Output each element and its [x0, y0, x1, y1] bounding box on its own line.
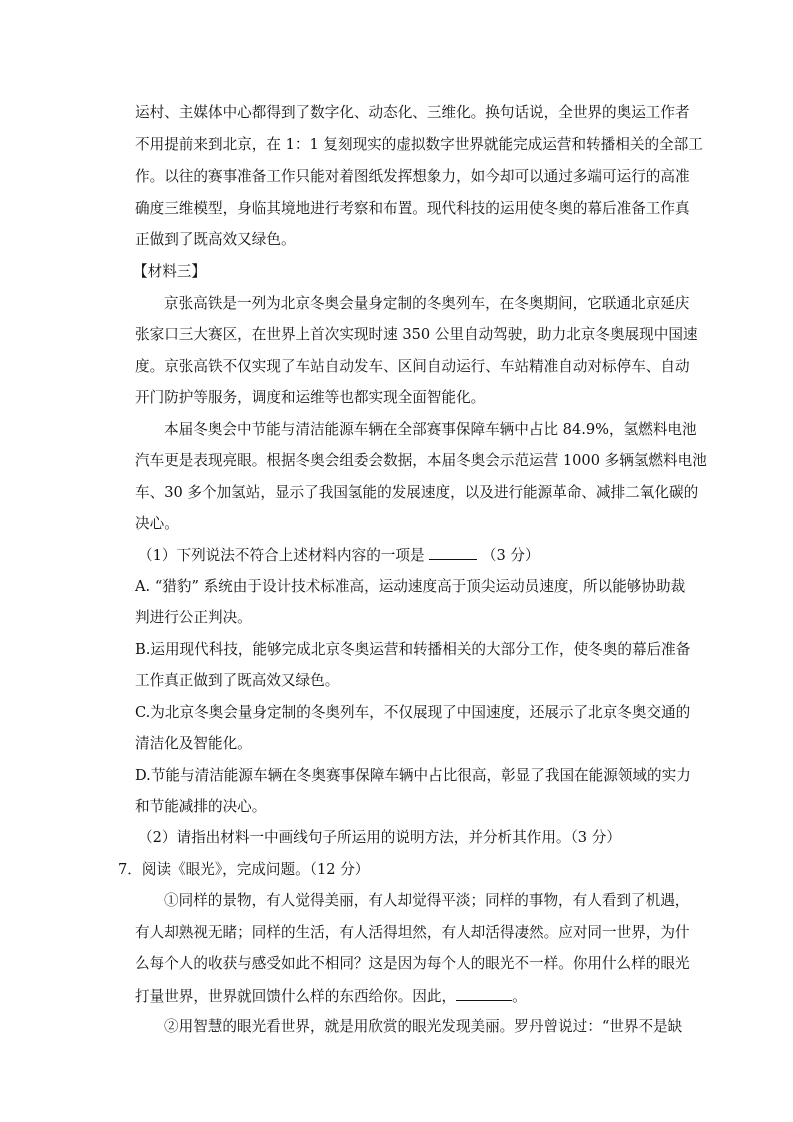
text-line: 正做到了既高效又绿色。	[135, 231, 296, 248]
text-line: 车、30 多个加氢站，显示了我国氢能的发展速度，以及进行能源革命、减排二氧化碳的	[135, 484, 699, 501]
option-b: B.运用现代科技，能够完成北京冬奥运营和转播相关的大部分工作，使冬奥的幕后准备	[135, 641, 691, 658]
fill-blank[interactable]	[456, 986, 512, 1001]
question-1-text: （1）下列说法不符合上述材料内容的一项是	[138, 547, 425, 564]
option-a-cont: 判进行公正判决。	[135, 609, 252, 626]
text-line: 确度三维模型，身临其境地进行考察和布置。现代科技的运用使冬奥的幕后准备工作真	[135, 200, 690, 217]
option-d-cont: 和节能减排的决心。	[135, 798, 267, 815]
text-line: 开门防护等服务，调度和运维等也都实现全面智能化。	[135, 389, 486, 406]
text-line: 本届冬奥会中节能与清洁能源车辆在全部赛事保障车辆中占比 84.9%，氢燃料电池	[164, 421, 697, 438]
option-b-cont: 工作真正做到了既高效又绿色。	[135, 672, 340, 689]
text-segment: 打量世界，世界就回馈什么样的东西给你。因此，	[135, 988, 457, 1005]
question-1-score: （3 分）	[481, 547, 540, 564]
option-d: D.节能与清洁能源车辆在冬奥赛事保障车辆中占比很高，彰显了我国在能源领域的实力	[135, 767, 691, 784]
text-segment: 。	[512, 988, 527, 1005]
text-line: 度。京张高铁不仅实现了车站自动发车、区间自动运行、车站精准自动对标停车、自动	[135, 358, 690, 375]
text-line: 有人却熟视无睹；同样的生活，有人活得坦然，有人却活得凄然。应对同一世界，为什	[135, 924, 690, 941]
question-2: （2）请指出材料一中画线句子所运用的说明方法，并分析其作用。（3 分）	[138, 829, 621, 846]
question-1	[138, 545, 540, 565]
option-a: A. “猎豹” 系统由于设计技术标准高，运动速度高于顶尖运动员速度，所以能够协助裁	[135, 578, 686, 595]
text-line	[135, 986, 527, 1006]
text-line: 么每个人的收获与感受如此不相同？这是因为每个人的眼光不一样。你用什么样的眼光	[135, 955, 690, 972]
text-line: 张家口三大赛区，在世界上首次实现时速 350 公里自动驾驶，助力北京冬奥展现中国速	[135, 326, 698, 343]
option-c-cont: 清洁化及智能化。	[135, 735, 252, 752]
option-c: C.为北京冬奥会量身定制的冬奥列车，不仅展现了中国速度，还展示了北京冬奥交通的	[135, 704, 691, 721]
question-7: 7．阅读《眼光》，完成问题。（12 分）	[118, 861, 370, 878]
text-line: 运村、主媒体中心都得到了数字化、动态化、三维化。换句话说，全世界的奥运工作者	[135, 104, 690, 121]
text-line: 决心。	[135, 515, 179, 532]
text-line: 汽车更是表现亮眼。根据冬奥会组委会数据，本届冬奥会示范运营 1000 多辆氢燃料电池	[135, 452, 707, 469]
text-line: ②用智慧的眼光看世界，就是用欣赏的眼光发现美丽。罗丹曾说过：“世界不是缺	[164, 1018, 683, 1035]
text-line: 作。以往的赛事准备工作只能对着图纸发挥想象力，如今却可以通过多端可运行的高准	[135, 168, 690, 185]
answer-blank[interactable]	[429, 545, 477, 560]
text-line: 不用提前来到北京，在 1：1 复刻现实的虚拟数字世界就能完成运营和转播相关的全部工	[135, 136, 703, 153]
section-heading: 【材料三】	[133, 263, 206, 280]
text-line: ①同样的景物，有人觉得美丽，有人却觉得平淡；同样的事物，有人看到了机遇，	[164, 892, 690, 909]
text-line: 京张高铁是一列为北京冬奥会量身定制的冬奥列车，在冬奥期间，它联通北京延庆	[164, 295, 690, 312]
